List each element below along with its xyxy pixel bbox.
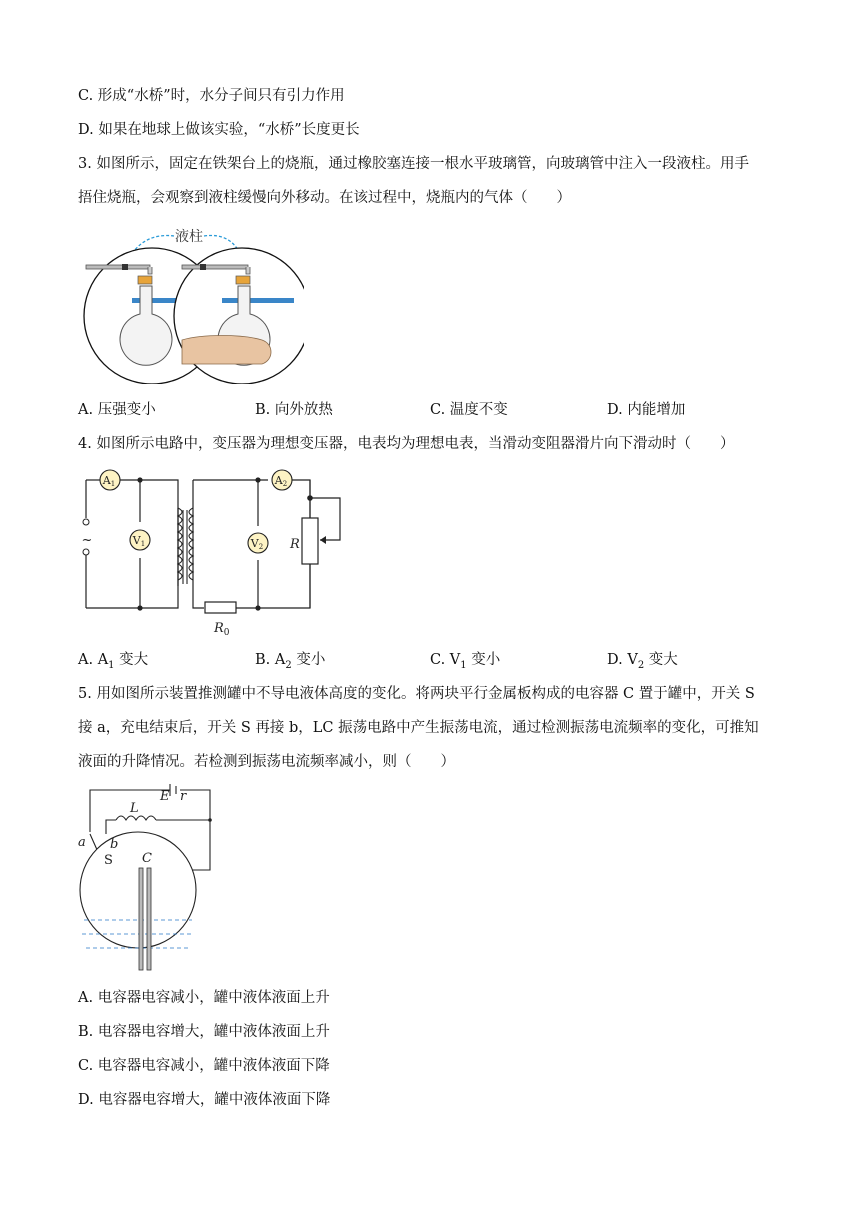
q4-option-d: D. $V_2$ 变大 [607, 652, 678, 671]
q4-option-c: C. $V_1$ 变小 [430, 652, 501, 671]
svg-text:S: S [104, 853, 113, 868]
q3-option-b: B. 向外放热 [255, 402, 333, 418]
svg-text:V1: V1 [132, 534, 146, 548]
q3-option-c: C. 温度不变 [430, 402, 508, 418]
svg-text:V2: V2 [250, 537, 264, 551]
svg-text:~: ~ [81, 533, 93, 548]
q2-option-c: C. 形成“水桥”时，水分子间只有引力作用 [78, 88, 345, 104]
svg-text:b: b [110, 837, 119, 852]
svg-text:R: R [290, 537, 300, 552]
q5-lc-circuit-figure [76, 782, 226, 980]
q5-option-a: A. 电容器电容减小，罐中液体液面上升 [78, 990, 330, 1006]
q4-circuit-figure [78, 468, 358, 640]
svg-text:a: a [78, 835, 86, 850]
svg-text:r: r [180, 789, 187, 804]
q5-option-b: B. 电容器电容增大，罐中液体液面上升 [78, 1024, 330, 1040]
q3-option-a: A. 压强变小 [78, 402, 156, 418]
svg-text:A1: A1 [102, 474, 116, 488]
q4-option-b: B. $A_2$ 变小 [255, 652, 326, 671]
q3-option-d: D. 内能增加 [607, 402, 686, 418]
q5-stem-line2: 接 a，充电结束后，开关 S 再接 b，LC 振荡电路中产生振荡电流，通过检测振荡电流频率的变化，可推知 [78, 720, 759, 736]
q4-option-a: A. $A_1$ 变大 [78, 652, 149, 671]
q4-stem: 4. 如图所示电路中，变压器为理想变压器，电表均为理想电表，当滑动变阻器滑片向下滑动时（ ） [78, 436, 735, 452]
q5-option-d: D. 电容器电容增大，罐中液体液面下降 [78, 1092, 331, 1108]
q3-stem-line1: 3. 如图所示，固定在铁架台上的烧瓶，通过橡胶塞连接一根水平玻璃管，向玻璃管中注入一段液柱。用手 [78, 156, 749, 172]
q5-stem-line1: 5. 用如图所示装置推测罐中不导电液体高度的变化。将两块平行金属板构成的电容器 C 置于罐中，开关 S [78, 686, 755, 702]
svg-text:E: E [160, 789, 170, 804]
svg-text:R0: $R_0$ [214, 621, 230, 638]
q5-stem-line3: 液面的升降情况。若检测到振荡电流频率减小，则（ ） [78, 754, 455, 770]
svg-text:A2: A2 [274, 474, 288, 488]
q5-option-c: C. 电容器电容减小，罐中液体液面下降 [78, 1058, 330, 1074]
liquid-column-label: 液柱 [175, 229, 203, 245]
svg-text:C: C [142, 851, 152, 866]
svg-text:L: L [130, 801, 139, 816]
q2-option-d: D. 如果在地球上做该实验，“水桥”长度更长 [78, 122, 360, 138]
q3-flask-figure [82, 222, 304, 384]
q3-stem-line2: 捂住烧瓶，会观察到液柱缓慢向外移动。在该过程中，烧瓶内的气体（ ） [78, 190, 571, 206]
